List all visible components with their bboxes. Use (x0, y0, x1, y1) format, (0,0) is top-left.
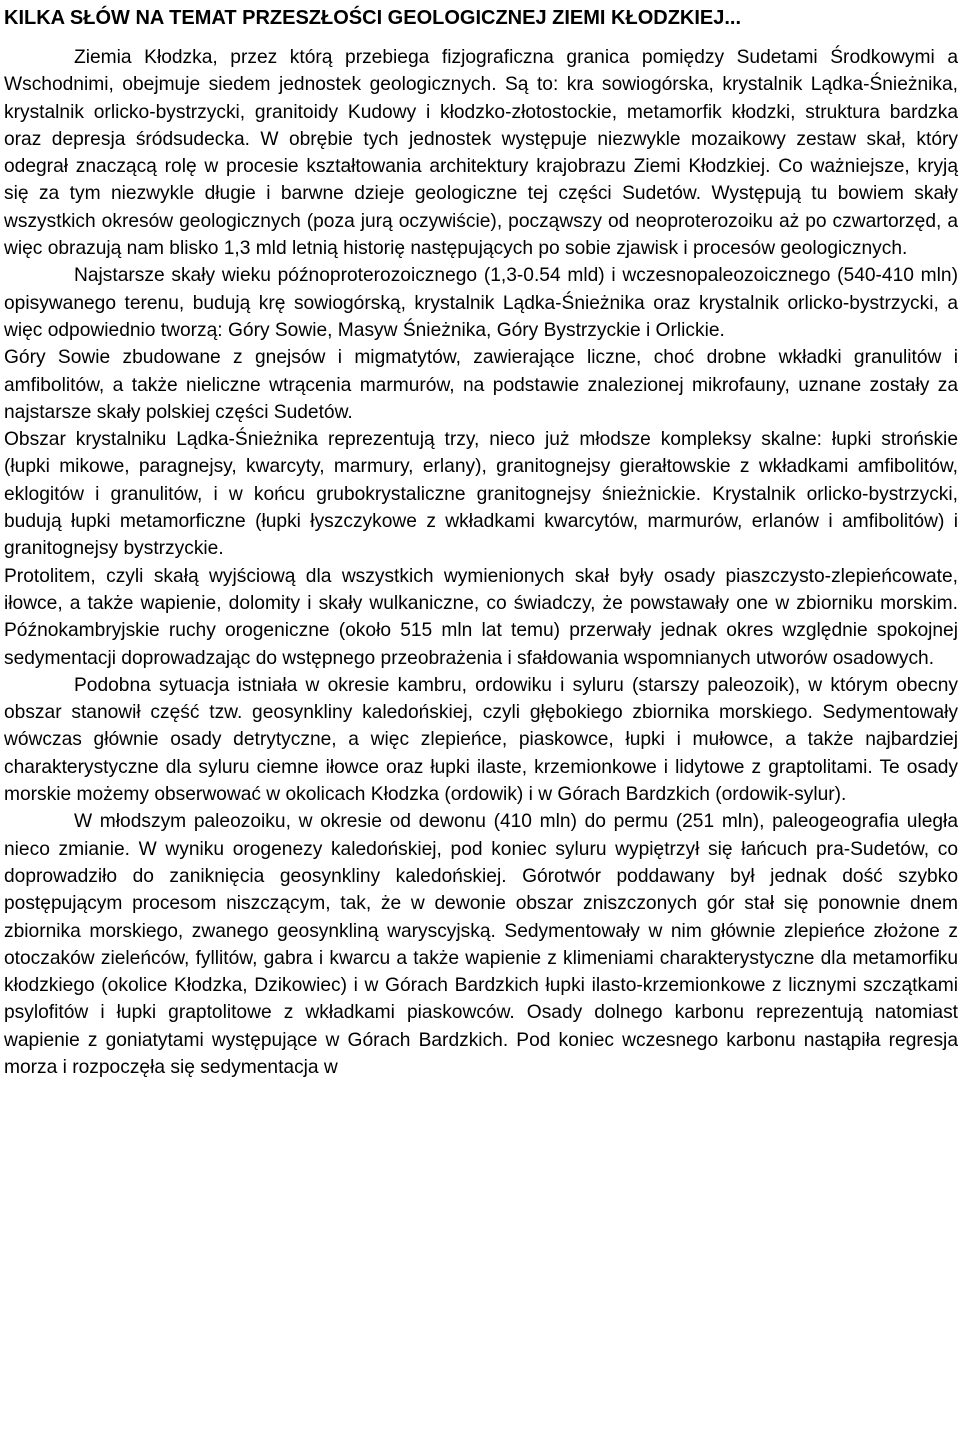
paragraph-ladek-sniezik: Obszar krystalniku Lądka-Śnieżnika reprezentują trzy, nieco już młodsze kompleksy skalne: łupki strońskie (łupki mikowe, paragnejsy, kwarcyty, marmury, erlany), granitognejsy gierałtowskie z wkładkami amfibolitów, eklogitów i granulitów, i w końcu grubokrystaliczne granitognejsy śnieżnickie. Krystalnik orlicko-bystrzycki, budują łupki metamorficzne (łupki łyszczykowe z wkładkami kwarcytów, marmurów, erlanów i amfibolitów) i granitognejsy bystrzyckie. (4, 429, 958, 560)
paragraph-intro: Ziemia Kłodzka, przez którą przebiega fizjograficzna granica pomiędzy Sudetami Środkowymi a Wschodnimi, obejmuje siedem jednostek geologicznych. Są to: kra sowiogórska, krystalnik Lądka-Śnieżnika, krystalnik orlicko-bystrzycki, granitoidy Kudowy i kłodzko-złotostockie, metamorfik kłodzki, struktura bardzka oraz depresja śródsudecka. W obrębie tych jednostek występuje niezwykle mozaikowy zestaw skał, który odegrał znaczącą rolę w procesie kształtowania architektury krajobrazu Ziemi Kłodzkiej. Co ważniejsze, kryją się za tym niezwykle długie i barwne dzieje geologiczne tej części Sudetów. Występują tu bowiem skały wszystkich okresów geologicznych (poza jurą oczywiście), począwszy od neoproterozoiku aż po czwartorzęd, a więc obrazują nam blisko 1,3 mld letnią historię następujących po sobie zjawisk i procesów geologicznych. (4, 47, 958, 260)
paragraph-gory-sowie: Góry Sowie zbudowane z gnejsów i migmatytów, zawierające liczne, choć drobne wkładki granulitów i amfibolitów, a także nieliczne wtrącenia marmurów, na podstawie znalezionej mikrofauny, uznane zostały za najstarsze skały polskiej części Sudetów. (4, 347, 958, 423)
paragraph-oldest-rocks: Najstarsze skały wieku późnoproterozoicznego (1,3-0.54 mld) i wczesnopaleozoicznego (540-410 mln) opisywanego terenu, budują krę sowiogórską, krystalnik Lądka-Śnieżnika oraz krystalnik orlicko-bystrzycki, a więc odpowiednio tworzą: Góry Sowie, Masyw Śnieżnika, Góry Bystrzyckie i Orlickie. (4, 265, 958, 341)
document-title: KILKA SŁÓW NA TEMAT PRZESZŁOŚCI GEOLOGICZNEJ ZIEMI KŁODZKIEJ... (4, 7, 742, 29)
document-body (4, 44, 958, 1081)
paragraph-younger-paleozoic: W młodszym paleozoiku, w okresie od dewonu (410 mln) do permu (251 mln), paleogeografia uległa nieco zmianie. W wyniku orogenezy kaledońskiej, pod koniec syluru wypiętrzył się łańcuch pra-Sudetów, co doprowadziło do zaniknięcia geosynkliny kaledońskiej. Górotwór poddawany był jednak dość szybko postępującym procesom niszczącym, tak, że w dewonie obszar zniszczonych gór stał się ponownie dnem zbiornika morskiego, zwanego geosynkliną waryscyjską. Sedymentowały w nim głównie zlepieńce złożone z otoczaków zieleńców, fyllitów, gabra i kwarcu a także wapienie z klimeniami charakterystyczne dla metamorfiku kłodzkiego (okolice Kłodzka, Dzikowiec) i w Górach Bardzkich łupki ilasto-krzemionkowe z licznymi szczątkami psylofitów i łupki graptolitowe z wkładkami piaskowców. Osady dolnego karbonu reprezentują natomiast wapienie z goniatytami występujące w Górach Bardzkich. Pod koniec wczesnego karbonu nastąpiła regresja morza i rozpoczęła się sedymentacja w (4, 811, 958, 1078)
paragraph-caledonian: Podobna sytuacja istniała w okresie kambru, ordowiku i syluru (starszy paleozoik), w którym obecny obszar stanowił część tzw. geosynkliny kaledońskiej, czyli głębokiego zbiornika morskiego. Sedymentowały wówczas głównie osady detrytyczne, a więc zlepieńce, piaskowce, łupki i mułowce, a także najbardziej charakterystyczne dla syluru ciemne iłowce oraz łupki ilaste, krzemionkowe i lidytowe z graptolitami. Te osady morskie możemy obserwować w okolicach Kłodzka (ordowik) i w Górach Bardzkich (ordowik-sylur). (4, 674, 958, 806)
paragraph-protolith: Protolitem, czyli skałą wyjściową dla wszystkich wymienionych skał były osady piaszczysto-zlepieńcowate, iłowce, a także wapienie, dolomity i skały wulkaniczne, co świadczy, że powstawały one w zbiorniku morskim. Późnokambryjskie ruchy orogeniczne (około 515 mln lat temu) przerwały jednak okres względnie spokojnej sedymentacji doprowadzając do wstępnego przeobrażenia i sfałdowania wspomnianych utworów osadowych. (4, 565, 958, 669)
